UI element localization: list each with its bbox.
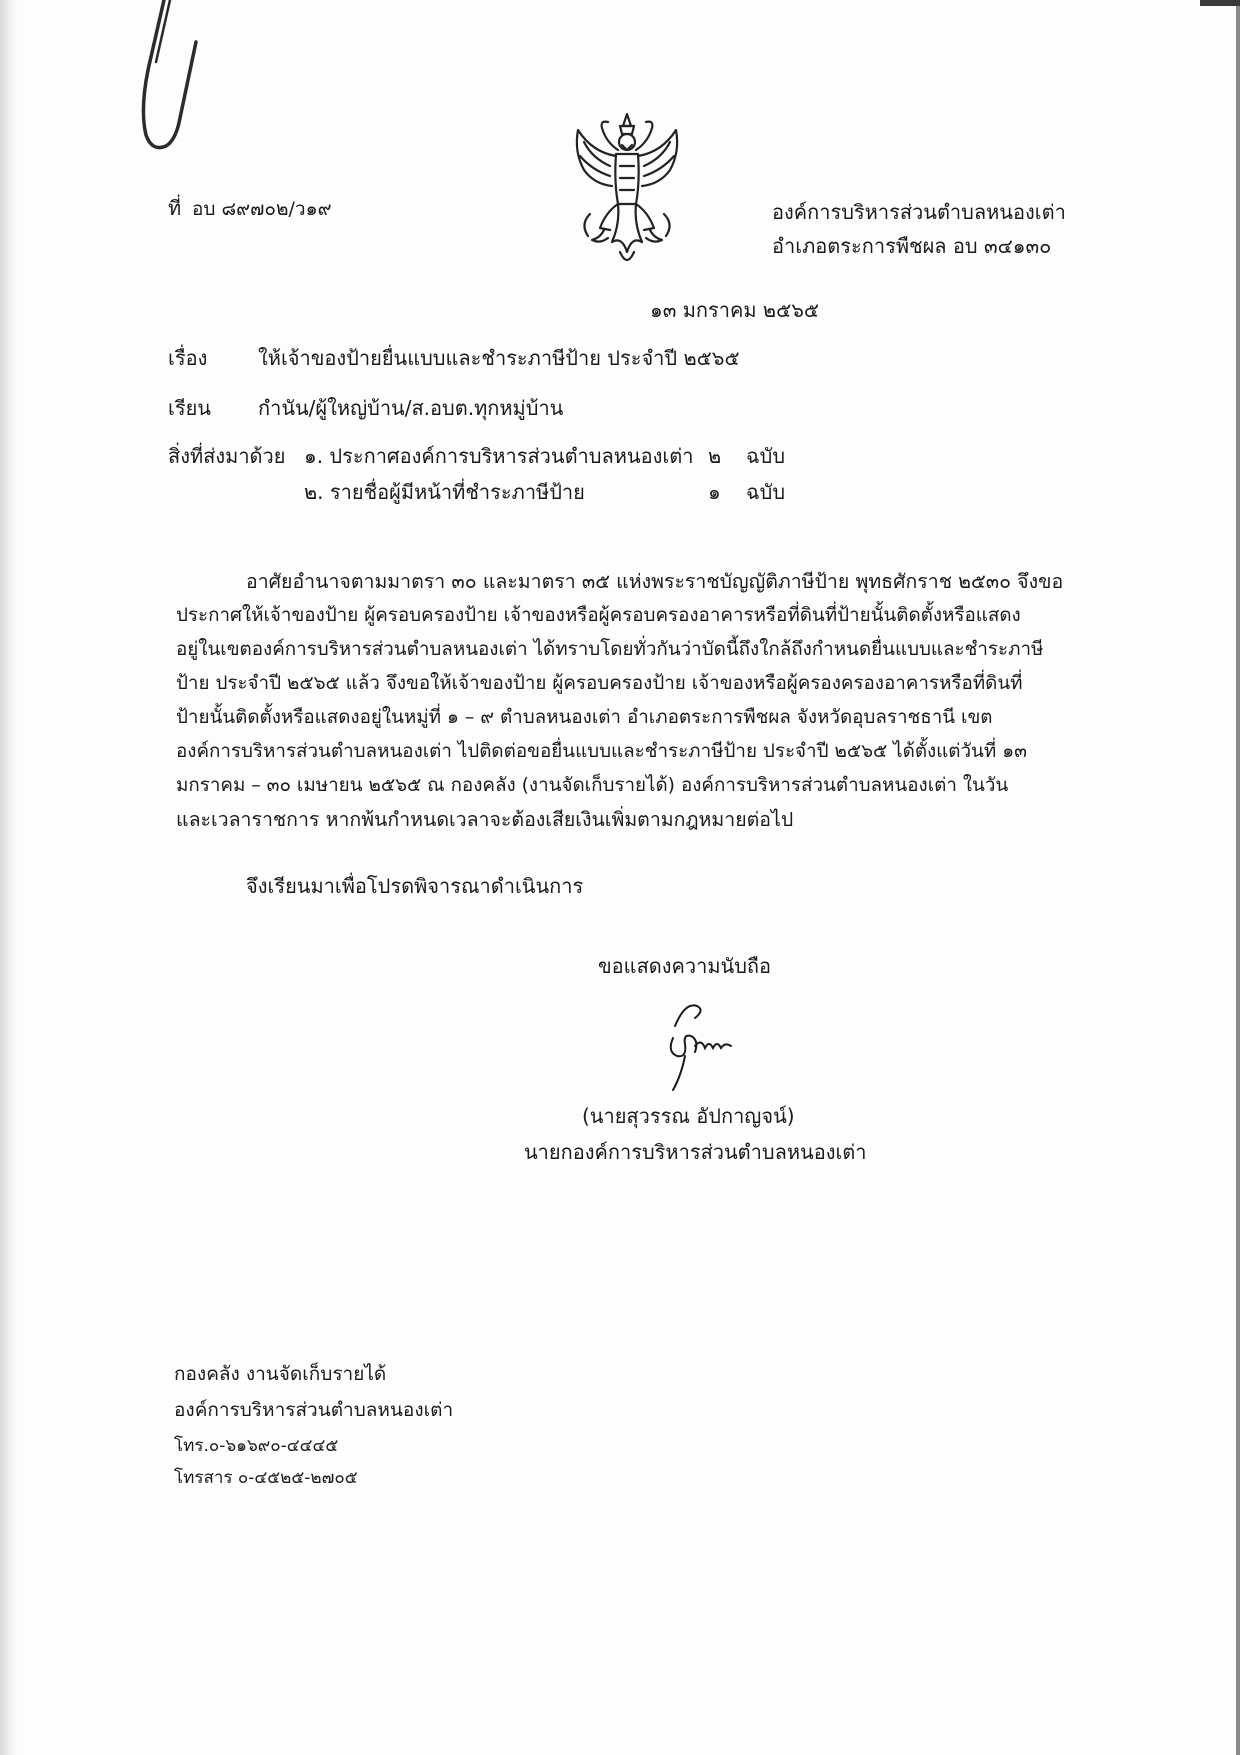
letter-date: ๑๓ มกราคม ๒๕๖๕	[650, 298, 820, 322]
scan-edge-right	[1236, 0, 1240, 1755]
enclosure-item-1: ๑. ประกาศองค์การบริหารส่วนตำบลหนองเต่า	[304, 444, 694, 468]
body-line-5: ป้ายนั้นติดตั้งหรือแสดงอยู่ในหมู่ที่ ๑ – ๙ ตำบลหนองเต่า อำเภอตระการพืชผล จังหวัดอุบลราชธานี เขต	[176, 707, 993, 728]
recipient-text: กำนัน/ผู้ใหญ่บ้าน/ส.อบต.ทุกหมู่บ้าน	[258, 396, 564, 420]
body-line-7: มกราคม – ๓๐ เมษายน ๒๕๖๕ ณ กองคลัง (งานจัดเก็บรายได้) องค์การบริหารส่วนตำบลหนองเต่า ในวัน	[176, 775, 1009, 796]
footer-division: กองคลัง งานจัดเก็บรายได้	[174, 1363, 387, 1385]
enclosure-item-2: ๒. รายชื่อผู้มีหน้าที่ชำระภาษีป้าย	[304, 480, 585, 504]
enclosure-qty-1: ๒	[708, 444, 722, 468]
scan-edge-top-right	[1200, 0, 1240, 6]
handwritten-signature-icon	[655, 996, 745, 1096]
signer-title: นายกองค์การบริหารส่วนตำบลหนองเต่า	[524, 1140, 867, 1164]
body-line-8: และเวลาราชการ หากพ้นกำหนดเวลาจะต้องเสียเงินเพิ่มตามกฎหมายต่อไป	[176, 808, 794, 831]
body-line-2: ประกาศให้เจ้าของป้าย ผู้ครอบครองป้าย เจ้าของหรือผู้ครอบครองอาคารหรือที่ดินที่ป้ายนั้นติดตั้งหรือแสดง	[176, 605, 1021, 626]
footer-fax: โทรสาร ๐-๔๕๒๕-๒๗๐๕	[174, 1468, 358, 1488]
signer-name: (นายสุวรรณ อัปกาญจน์)	[582, 1104, 795, 1128]
closing-request: จึงเรียนมาเพื่อโปรดพิจารณาดำเนินการ	[246, 874, 584, 898]
organization-address: อำเภอตระการพืชผล อบ ๓๔๑๓๐	[772, 234, 1052, 258]
enclosure-qty-2: ๑	[708, 480, 721, 504]
body-line-1: อาศัยอำนาจตามมาตรา ๓๐ และมาตรา ๓๕ แห่งพระราชบัญญัติภาษีป้าย พุทธศักราช ๒๕๓๐ จึงขอ	[246, 570, 1064, 593]
body-line-6: องค์การบริหารส่วนตำบลหนองเต่า ไปติดต่อขอยื่นแบบและชำระภาษีป้าย ประจำปี ๒๕๖๕ ได้ตั้งแต่วันที่ ๑๓	[176, 741, 1027, 762]
body-line-3: อยู่ในเขตองค์การบริหารส่วนตำบลหนองเต่า ได้ทราบโดยทั่วกันว่าบัดนี้ถึงใกล้ถึงกำหนดยื่นแบบและชำระภาษี	[176, 639, 1044, 660]
complimentary-close: ขอแสดงความนับถือ	[598, 954, 772, 978]
subject-label: เรื่อง	[168, 346, 208, 370]
enclosure-unit-1: ฉบับ	[746, 444, 786, 468]
reference-label: ที่	[168, 196, 182, 220]
enclosure-label: สิ่งที่ส่งมาด้วย	[168, 444, 286, 468]
scan-shadow-left	[0, 0, 18, 1755]
organization-name: องค์การบริหารส่วนตำบลหนองเต่า	[772, 200, 1066, 224]
recipient-label: เรียน	[168, 396, 211, 420]
reference-number: อบ ๘๙๗๐๒/ว๑๙	[192, 198, 332, 220]
body-line-4: ป้าย ประจำปี ๒๕๖๕ แล้ว จึงขอให้เจ้าของป้าย ผู้ครอบครองป้าย เจ้าของหรือผู้ครองครองอาคารหรือที่ดินที่	[176, 673, 1023, 694]
footer-phone: โทร.๐-๖๑๖๙๐-๔๔๔๕	[174, 1436, 339, 1456]
paper-clip-icon	[118, 0, 208, 160]
enclosure-unit-2: ฉบับ	[746, 480, 786, 504]
subject-text: ให้เจ้าของป้ายยื่นแบบและชำระภาษีป้าย ประจำปี ๒๕๖๕	[258, 346, 740, 370]
footer-organization: องค์การบริหารส่วนตำบลหนองเต่า	[174, 1399, 454, 1421]
garuda-emblem-icon	[570, 112, 685, 272]
